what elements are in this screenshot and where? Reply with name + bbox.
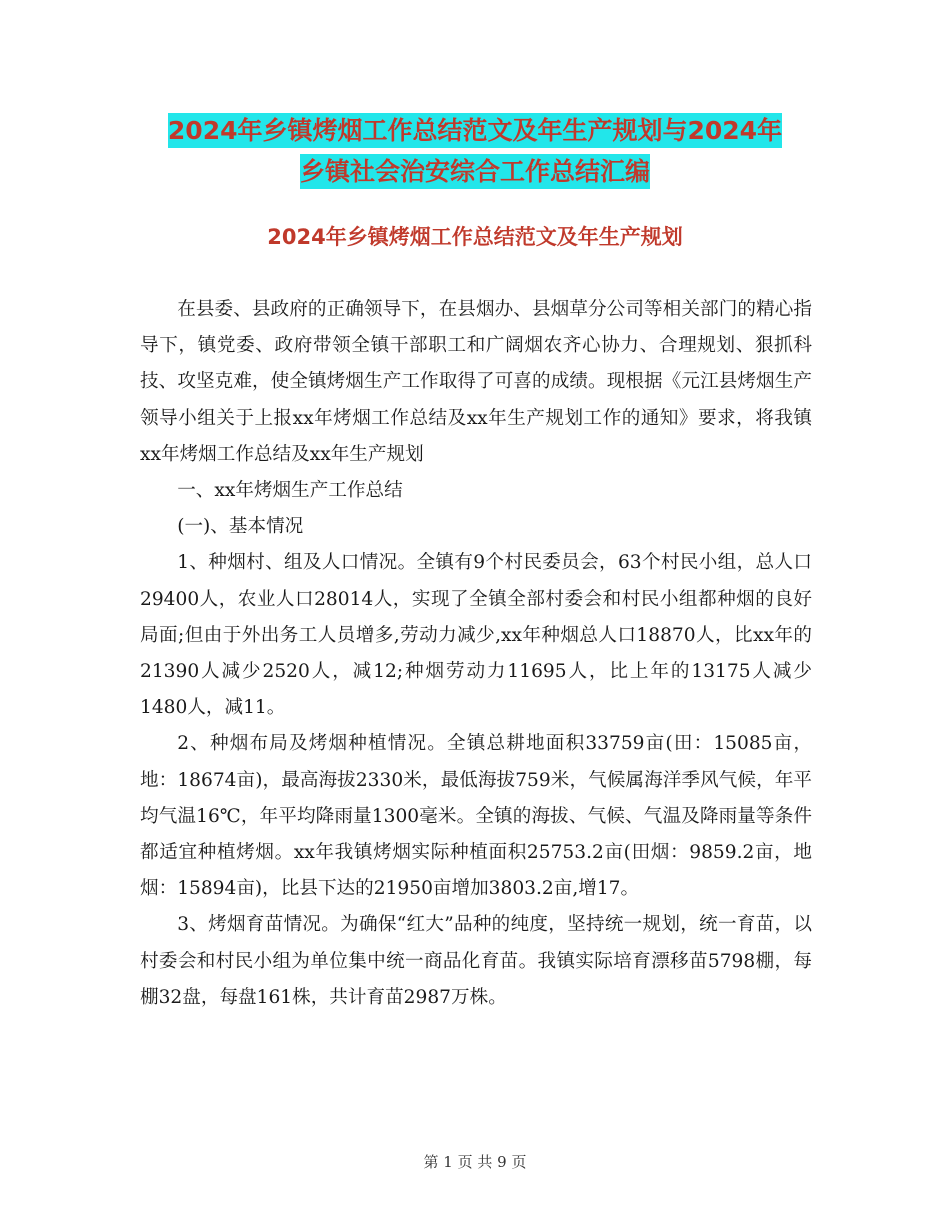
paragraph-intro: 在县委、县政府的正确领导下，在县烟办、县烟草分公司等相关部门的精心指导下，镇党委、政府带领全镇干部职工和广阔烟农齐心协力、合理规划、狠抓科技、攻坚克难，使全镇烤烟生产工作取得了可喜的成绩。现根据《元江县烤烟生产领导小组关于上报xx年烤烟工作总结及xx年生产规划工作的通知》要求，将我镇xx年烤烟工作总结及xx年生产规划: [140, 299, 812, 465]
document-body: [140, 292, 812, 1016]
document-title-line-1: 2024年乡镇烤烟工作总结范文及年生产规划与2024年: [120, 116, 830, 146]
paragraph-villages-population: 1、种烟村、组及人口情况。全镇有9个村民委员会，63个村民小组，总人口29400人，农业人口28014人，实现了全镇全部村委会和村民小组都种烟的良好局面;但由于外出务工人员增多,劳动力减少,xx年种烟总人口18870人，比xx年的21390人减少2520人，减12;种烟劳动力11695人，比上年的13175人减少1480人，减11。: [140, 552, 812, 719]
heading-basic-situation: (一)、基本情况: [177, 516, 304, 538]
section-title: 2024年乡镇烤烟工作总结范文及年生产规划: [267, 225, 683, 249]
heading-part-one: 一、xx年烤烟生产工作总结: [177, 480, 403, 502]
paragraph-planting-layout: 2、种烟布局及烤烟种植情况。全镇总耕地面积33759亩(田：15085亩，地：18674亩)，最高海拔2330米，最低海拔759米，气候属海洋季风气候，年平均气温16℃，年平均降雨量1300毫米。全镇的海拔、气候、气温及降雨量等条件都适宜种植烤烟。xx年我镇烤烟实际种植面积25753.2亩(田烟：9859.2亩，地烟：15894亩)，比县下达的21950亩增加3803.2亩,增17。: [140, 733, 812, 900]
page-footer: 第 1 页 共 9 页: [423, 1153, 527, 1171]
document-title-line-2: 乡镇社会治安综合工作总结汇编: [120, 157, 830, 187]
paragraph-seedling-cultivation: 3、烤烟育苗情况。为确保“红大”品种的纯度，坚持统一规划，统一育苗，以村委会和村民小组为单位集中统一商品化育苗。我镇实际培育漂移苗5798棚，每棚32盘，每盘161株，共计育苗2987万株。: [140, 914, 812, 1008]
